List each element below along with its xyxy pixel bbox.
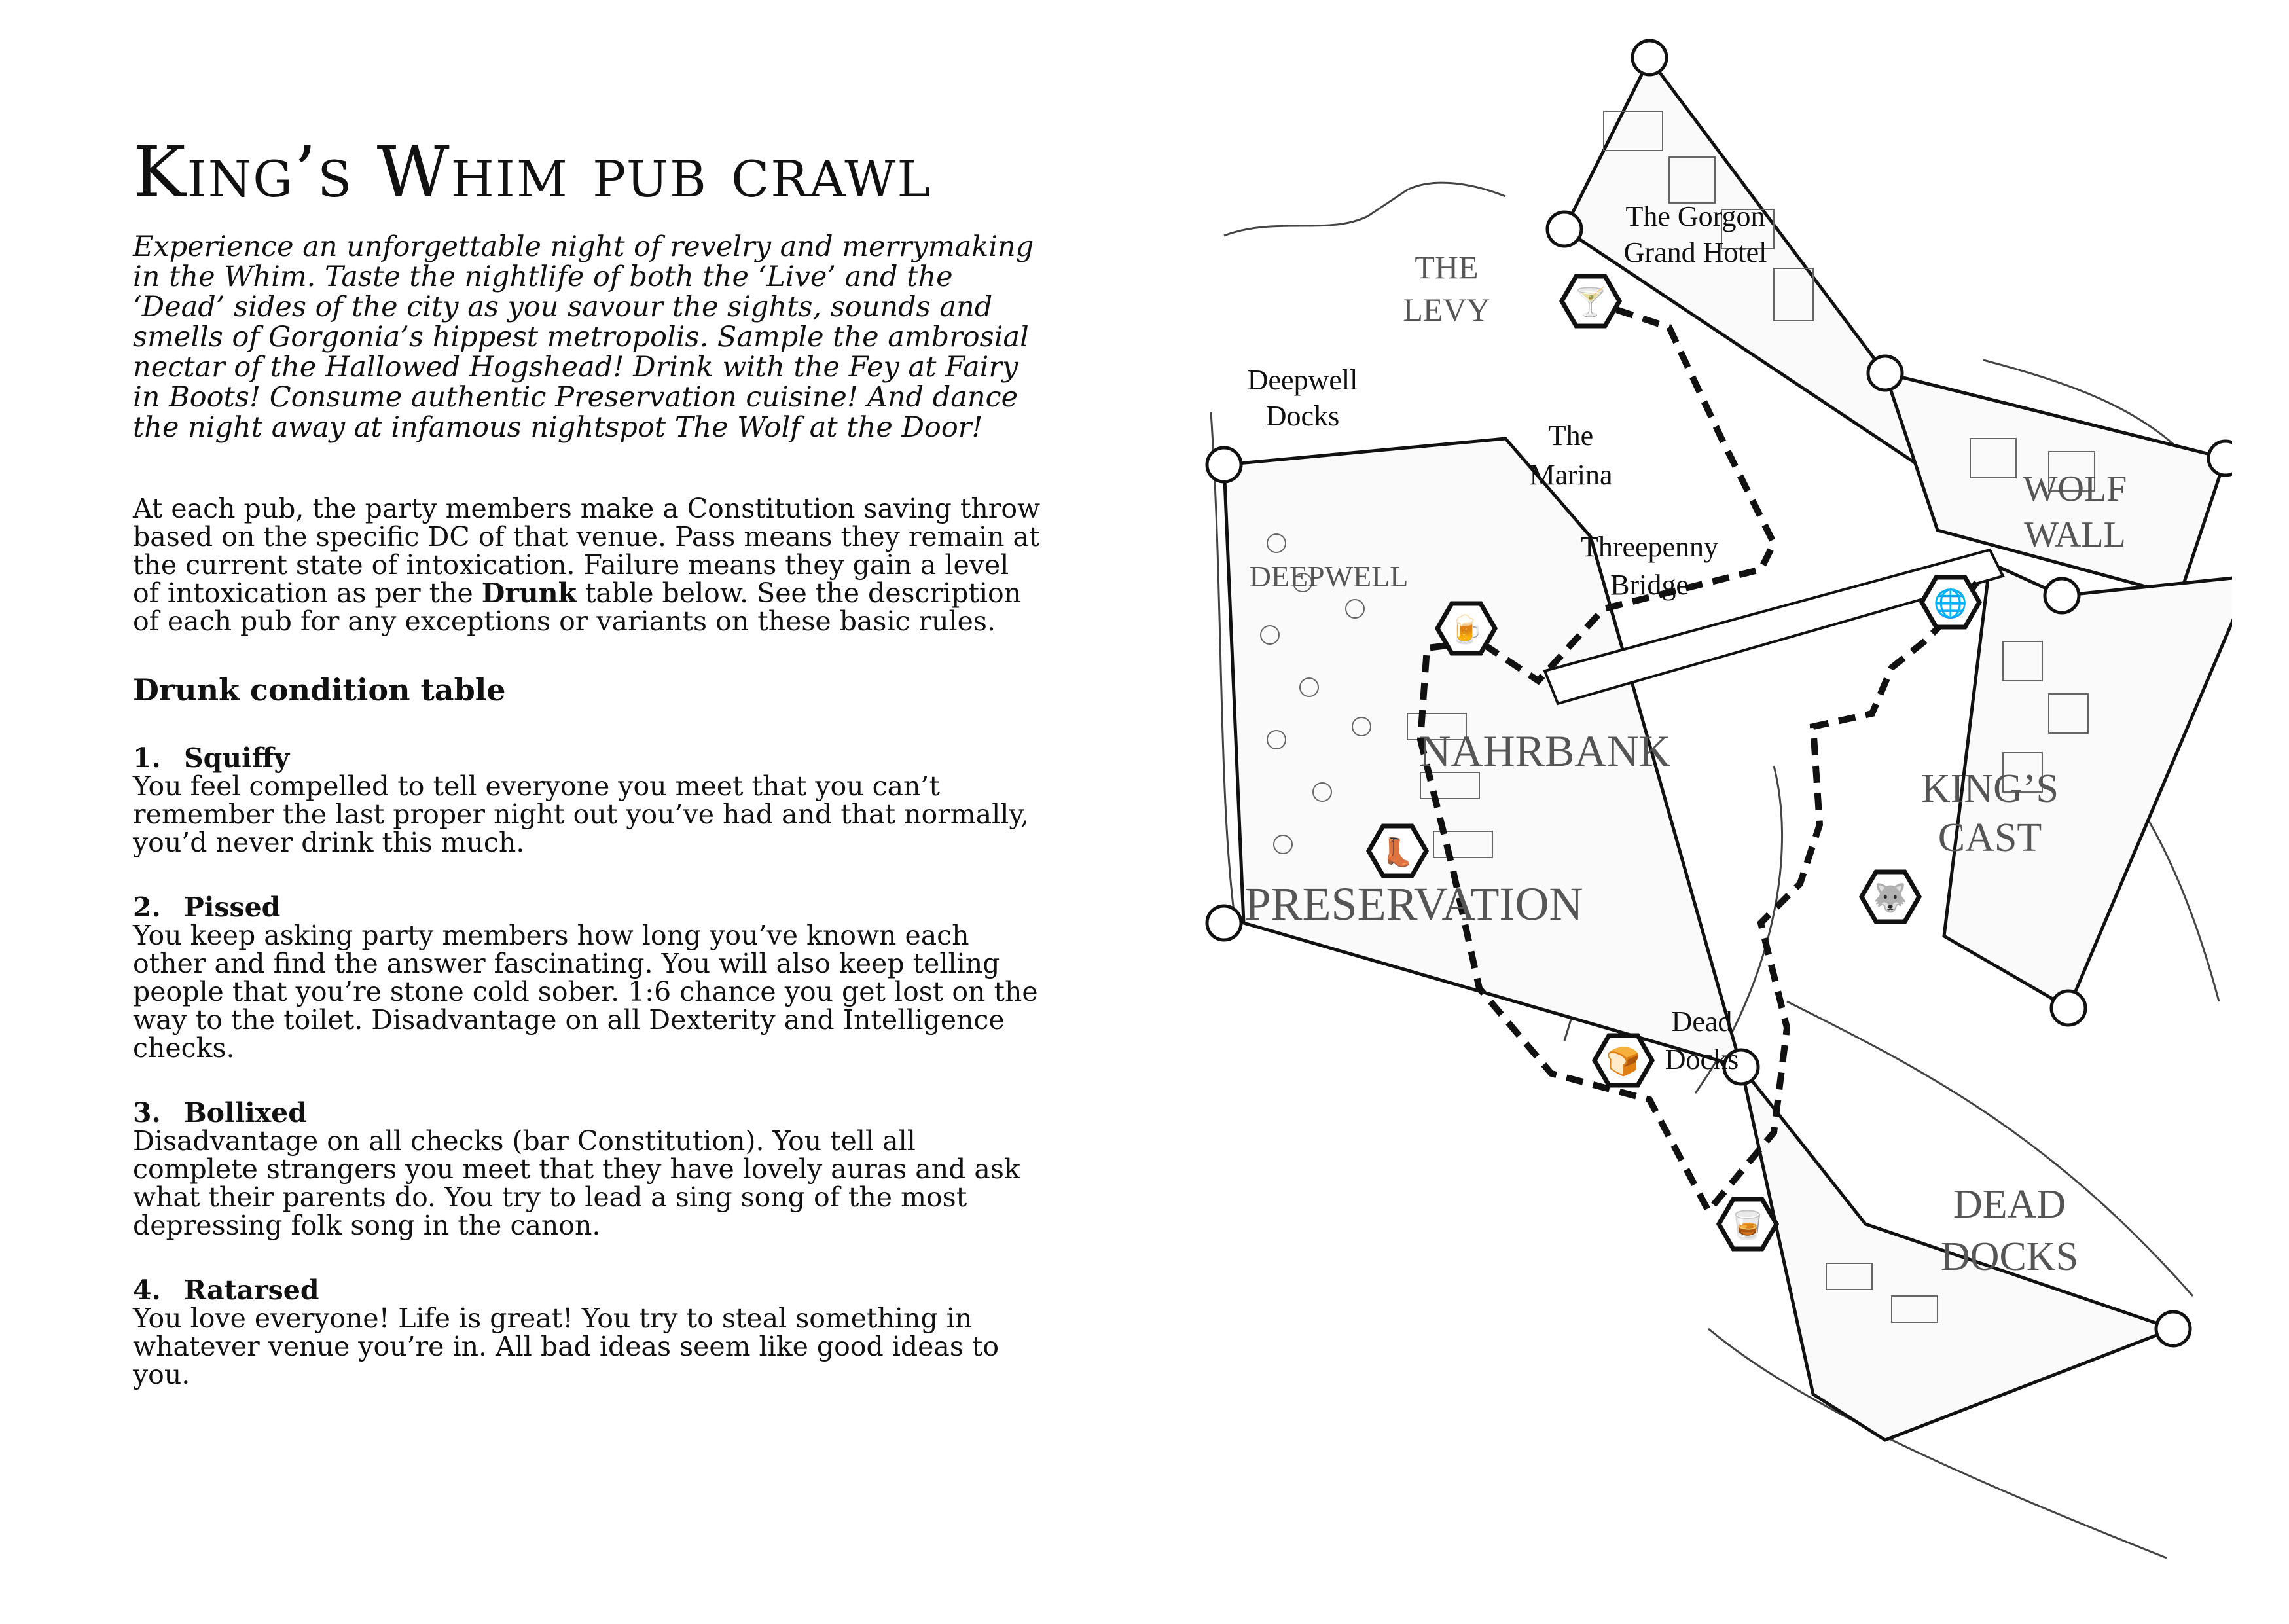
condition-entry	[133, 744, 1043, 857]
deepwell-label: DEEPWELL	[1249, 560, 1409, 593]
dead-docks-label-2: DOCKS	[1940, 1235, 2079, 1279]
condition-entry	[133, 1276, 1043, 1389]
condition-name: Ratarsed	[184, 1274, 319, 1306]
beer-mug-marker	[1437, 604, 1495, 653]
wolf-wall-label: WOLF	[2023, 469, 2127, 509]
levy-label-2: LEVY	[1403, 291, 1490, 328]
condition-number: 1.	[133, 742, 161, 774]
beer-mug-icon: 🍺	[1449, 615, 1484, 645]
wolf-head-icon: 🐺	[1873, 884, 1908, 914]
condition-text: Disadvantage on all checks (bar Constitution). You tell all complete strangers you meet that they have lovely auras and ask what their parents do. You try to lead a sing song of the most depressing folk song in the canon.	[133, 1125, 1020, 1241]
condition-name: Pissed	[184, 892, 281, 923]
glass-marker	[1719, 1199, 1776, 1249]
condition-name: Squiffy	[184, 742, 290, 774]
food-icon: 🍞	[1606, 1047, 1641, 1077]
wolf-wall-label-2: WALL	[2024, 514, 2126, 555]
marina-label-2: Marina	[1529, 459, 1613, 491]
intro-paragraph: Experience an unforgettable night of revelry and merrymaking in the Whim. Taste the nightlife of both the ‘Live’ and the ‘Dead’ sides of the city as you savour the sights, sounds and smells of Gorgonia’s hippest metropolis. Sample the ambrosial nectar of the Hallowed Hogshead! Drink with the Fey at Fairy in Boots! Consume authentic Preservation cuisine! And dance the night away at infamous nightspot The Wolf at the Door!	[133, 230, 1034, 444]
levy-district	[1564, 59, 1938, 478]
text-column	[133, 132, 1043, 1390]
dead-docks-small-label-2: Docks	[1665, 1043, 1739, 1075]
gorgon-label-2: Grand Hotel	[1623, 236, 1767, 268]
nahrbank-label: NAHRBANK	[1418, 726, 1671, 776]
condition-text: You feel compelled to tell everyone you meet that you can’t remember the last proper night out you’ve had and that normally, you’d never drink this much.	[133, 770, 1030, 858]
condition-text: You keep asking party members how long you’ve known each other and find the answer fascinating. You will also keep telling people that you’re stone cold sober. 1:6 chance you get lost on the way to the toilet. Disadvantage on all Dexterity and Intelligence checks.	[133, 920, 1038, 1064]
rules-drunk-bold: Drunk	[481, 577, 577, 609]
condition-number: 3.	[133, 1097, 161, 1128]
food-marker	[1595, 1036, 1652, 1085]
page-title: King’s Whim pub crawl	[133, 132, 931, 213]
boot-icon: 👢	[1380, 838, 1415, 868]
wolf-head-marker	[1862, 872, 1919, 922]
condition-text: You love everyone! Life is great! You try to steal something in whatever venue you’re in. All bad ideas seem like good ideas to you.	[133, 1303, 1000, 1390]
city-map	[1198, 20, 2232, 1604]
table-heading: Drunk condition table	[133, 672, 506, 708]
globe-icon: 🌐	[1933, 589, 1968, 619]
preservation-label: PRESERVATION	[1244, 878, 1583, 930]
cocktail-bar-marker	[1562, 276, 1619, 326]
kings-cast-label-2: CAST	[1938, 816, 2042, 860]
deepwell-docks-label-2: Docks	[1265, 400, 1340, 432]
condition-entry	[133, 893, 1043, 1062]
dead-docks-small-label: Dead	[1671, 1005, 1733, 1038]
rules-text-a: At each pub, the party members make a Constitution saving throw based on the specific DC of that venue. Pass means they remain at the current state of intoxication. Failure means they gain a level of intoxication as per the	[133, 493, 1041, 609]
dead-docks-label: DEAD	[1953, 1182, 2066, 1227]
kings-cast-label: KING’S	[1920, 767, 2059, 811]
condition-number: 4.	[133, 1274, 161, 1306]
cocktail-icon: 🍸	[1573, 288, 1608, 318]
condition-entry	[133, 1099, 1043, 1240]
threepenny-label-2: Bridge	[1610, 569, 1689, 601]
rules-paragraph	[133, 495, 1043, 636]
deepwell-docks-label: Deepwell	[1247, 364, 1358, 396]
boot-marker	[1369, 826, 1426, 876]
marina-label: The	[1548, 420, 1594, 452]
threepenny-label: Threepenny	[1580, 531, 1719, 563]
rules-text-b: table below. See the description of each pub for any exceptions or variants on these basic rules.	[133, 577, 1022, 637]
condition-name: Bollixed	[184, 1097, 307, 1128]
gorgon-label: The Gorgon	[1625, 200, 1765, 232]
glass-icon: 🥃	[1730, 1211, 1765, 1241]
condition-number: 2.	[133, 892, 161, 923]
levy-label: THE	[1415, 249, 1479, 285]
globe-marker	[1922, 577, 1979, 627]
